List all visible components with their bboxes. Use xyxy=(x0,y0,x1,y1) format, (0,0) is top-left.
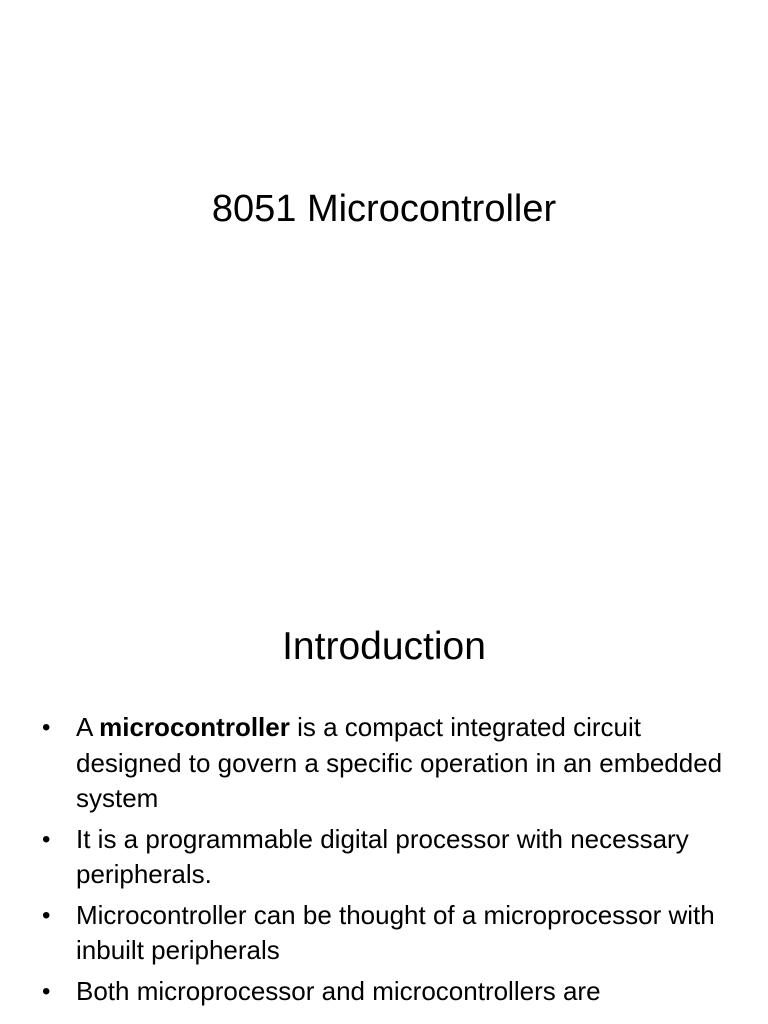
bullet-text-bold: microcontroller xyxy=(99,712,290,742)
bullet-item xyxy=(40,898,730,969)
bullet-icon: • xyxy=(42,714,51,741)
bullet-text: It is a programmable digital processor with necessary peripherals. xyxy=(76,823,689,889)
slide-title: 8051 Microcontroller xyxy=(211,188,557,230)
bullet-text-prefix: A xyxy=(76,712,100,742)
bullet-text: Microcontroller can be thought of a microprocessor with inbuilt peripherals xyxy=(76,899,715,965)
bullet-text-rest: is a compact integrated circuit designed to govern a specific operation in an embedded system xyxy=(76,712,723,813)
bullet-list xyxy=(40,710,730,1014)
bullet-item xyxy=(40,822,730,893)
slide-heading: Introduction xyxy=(282,625,486,668)
bullet-icon: • xyxy=(42,825,51,853)
bullet-item xyxy=(40,974,730,1010)
introduction-slide xyxy=(0,576,768,1024)
bullet-item xyxy=(40,710,730,817)
bullet-icon: • xyxy=(42,977,51,1005)
bullet-icon: • xyxy=(42,901,51,929)
bullet-text: Both microprocessor and microcontrollers are xyxy=(76,975,601,1006)
